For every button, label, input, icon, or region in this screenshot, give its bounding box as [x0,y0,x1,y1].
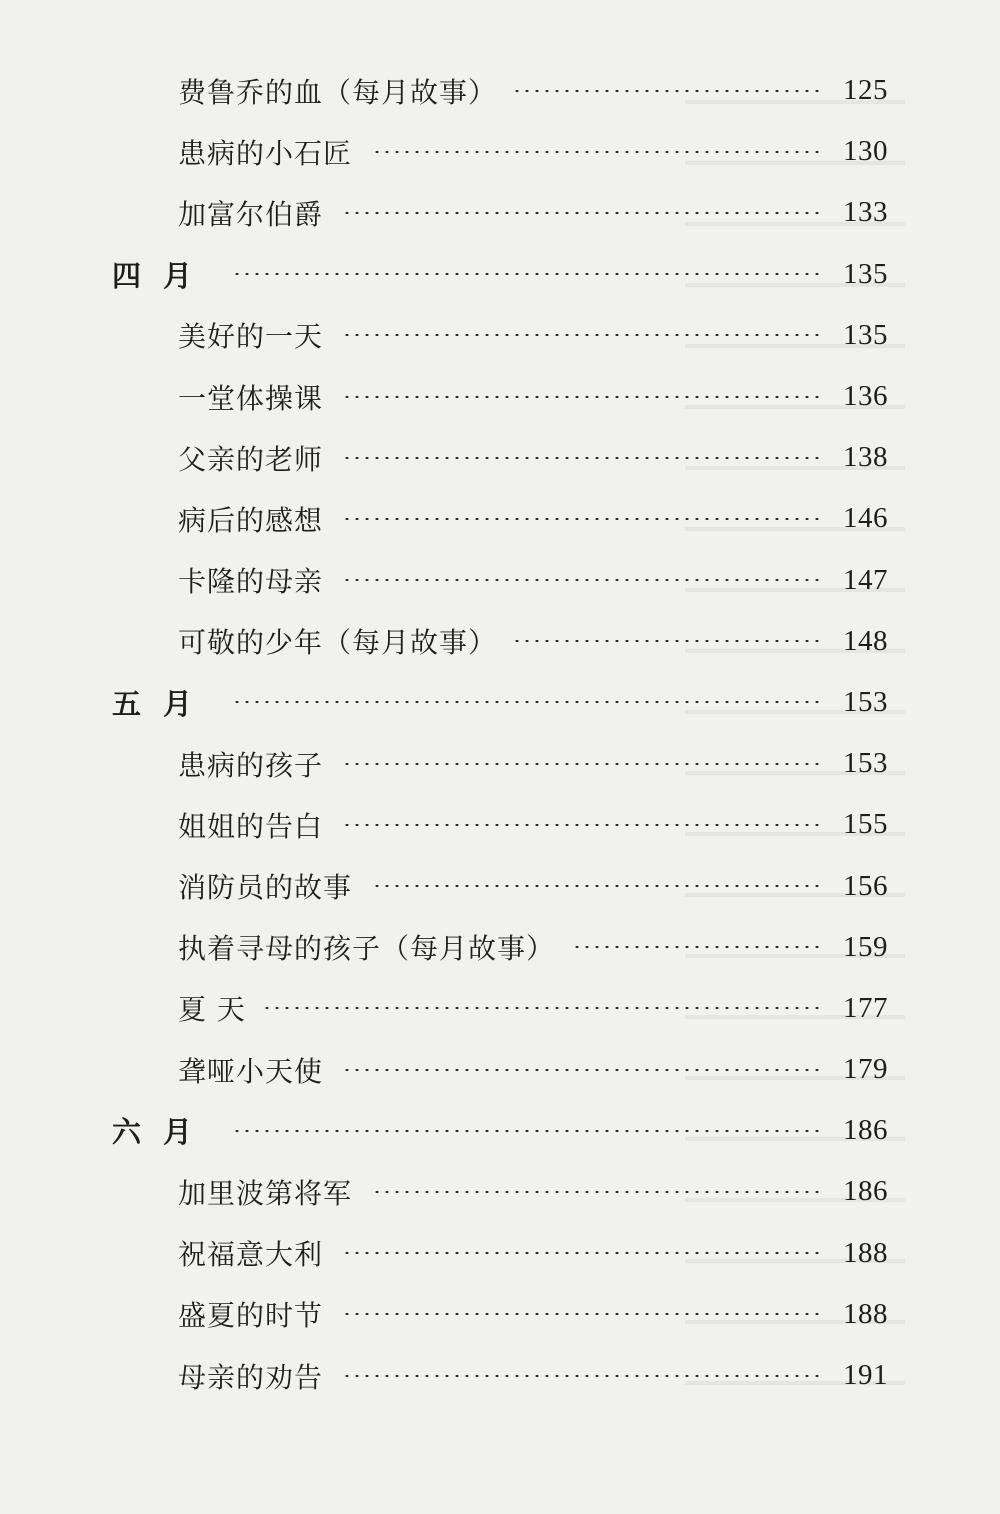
toc-entry-row [0,611,1000,672]
toc-entry-title: 一堂体操课 [178,381,324,415]
toc-entry-title: 夏 天 [178,993,246,1027]
dot-leader [232,273,822,275]
toc-entry-row [0,488,1000,549]
dot-leader [232,1130,822,1132]
dot-leader [512,640,822,642]
dot-leader [342,212,822,214]
toc-entry-title: 费鲁乔的血（每月故事） [178,75,498,109]
toc-entry-title: 可敬的少年（每月故事） [178,626,498,660]
toc-page-number: 155 [843,808,888,841]
toc-page-number: 136 [843,380,888,413]
toc-entry-row [0,366,1000,427]
dot-leader [262,1007,822,1009]
dot-leader [342,1375,822,1377]
toc-page-number: 133 [843,196,888,229]
toc-entry-row [0,917,1000,978]
toc-entry-row [0,733,1000,794]
toc-page-number: 138 [843,441,888,474]
toc-page-number: 186 [843,1175,888,1208]
toc-page-number: 130 [843,135,888,168]
toc-section-title: 五月 [112,686,215,721]
dot-leader [342,1069,822,1071]
toc-page-number: 125 [843,74,888,107]
dot-leader [512,90,822,92]
toc-page-number: 148 [843,624,888,657]
toc-entry-title: 聋哑小天使 [178,1054,324,1088]
dot-leader [372,1191,822,1193]
dot-leader [342,763,822,765]
toc-entry-title: 母亲的劝告 [178,1360,324,1394]
toc-entry-title: 患病的小石匠 [178,136,353,170]
toc-entry-title: 父亲的老师 [178,442,324,476]
toc-entry-row [0,1284,1000,1345]
toc-section-title: 六月 [112,1115,215,1150]
toc-page-number: 135 [843,257,888,290]
toc-entry-row [0,978,1000,1039]
toc-entry-row [0,305,1000,366]
toc-entry-title: 加富尔伯爵 [178,197,324,231]
toc-entry-row [0,855,1000,916]
toc-entry-title: 患病的孩子 [178,748,324,782]
dot-leader [572,946,822,948]
toc-entry-row [0,1161,1000,1222]
toc-entry-title: 祝福意大利 [178,1238,324,1272]
toc-section-row [0,244,1000,305]
toc-page-number: 147 [843,563,888,596]
toc-page-number: 135 [843,318,888,351]
dot-leader [342,334,822,336]
dot-leader [232,701,822,703]
toc-entry-row [0,1039,1000,1100]
toc-entry-title: 美好的一天 [178,320,324,354]
toc-entry-row [0,182,1000,243]
toc-entry-title: 执着寻母的孩子（每月故事） [178,932,556,966]
toc-section-title: 四月 [112,258,215,293]
toc-page-number: 188 [843,1236,888,1269]
toc-entry-row [0,1223,1000,1284]
toc-entry-row [0,121,1000,182]
dot-leader [342,518,822,520]
toc-page-number: 191 [843,1359,888,1392]
toc-entry-title: 消防员的故事 [178,871,353,905]
dot-leader [342,457,822,459]
toc-list [0,60,1000,1406]
toc-page-number: 153 [843,747,888,780]
dot-leader [342,396,822,398]
toc-page-number: 179 [843,1053,888,1086]
dot-leader [372,151,822,153]
toc-entry-title: 卡隆的母亲 [178,565,324,599]
toc-page-number: 188 [843,1297,888,1330]
toc-page-number: 146 [843,502,888,535]
toc-entry-title: 加里波第将军 [178,1176,353,1210]
toc-entry-title: 盛夏的时节 [178,1299,324,1333]
toc-entry-row [0,550,1000,611]
toc-page-number: 159 [843,930,888,963]
toc-entry-row [0,60,1000,121]
dot-leader [342,1313,822,1315]
toc-section-row [0,1100,1000,1161]
toc-entry-row [0,794,1000,855]
toc-page-number: 177 [843,991,888,1024]
dot-leader [342,579,822,581]
toc-page-number: 156 [843,869,888,902]
toc-entry-title: 病后的感想 [178,503,324,537]
toc-entry-title: 姐姐的告白 [178,809,324,843]
toc-page-number: 186 [843,1114,888,1147]
toc-entry-row [0,427,1000,488]
toc-page-number: 153 [843,685,888,718]
dot-leader [372,885,822,887]
dot-leader [342,1252,822,1254]
dot-leader [342,824,822,826]
toc-entry-row [0,1345,1000,1406]
toc-section-row [0,672,1000,733]
